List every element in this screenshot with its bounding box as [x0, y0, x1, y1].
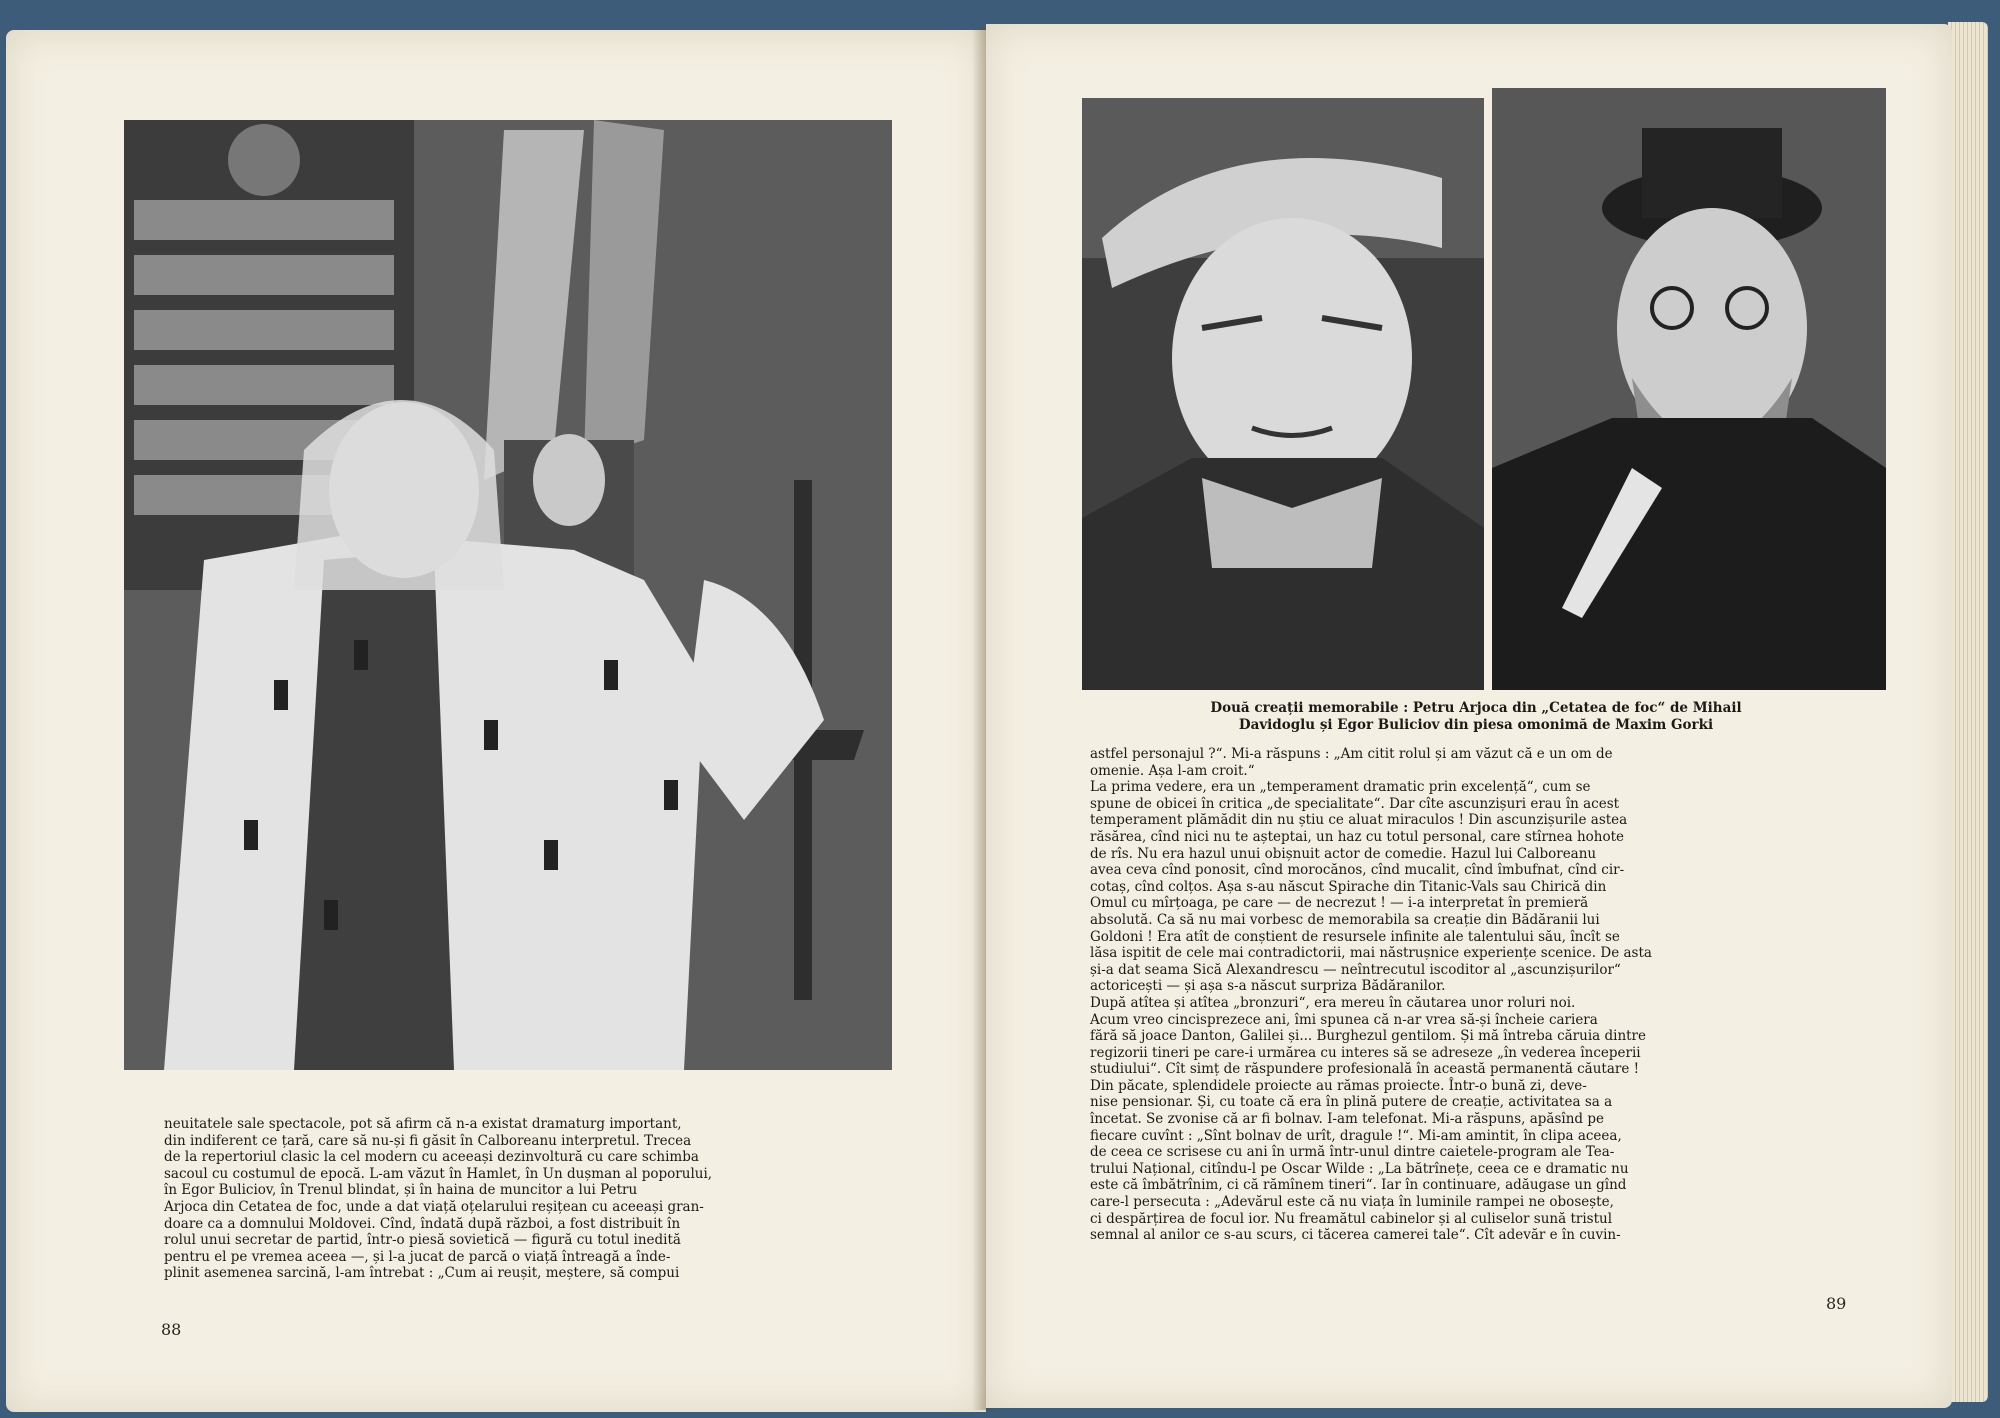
right-page-body-text: astfel personajul ?“. Mi-a răspuns : „Am citit rolul și am văzut că e un om de omenie. Așa l-am croit.“ La prima vedere, era un „temperament dramatic prin excelență“, cum se spune de obicei în critica „de specialitate“. Dar cîte ascunzișuri erau în acest temperament plămădit din nu știu ce aluat miraculos ! Din ascunzișurile astea răsărea, cînd nici nu te așteptai, un haz cu totul personal, care stîrnea hohote de rîs. Nu era hazul unui obișnuit actor de comedie. Hazul lui Calboreanu avea ceva cînd ponosit, cînd morocănos, cînd mucalit, cînd îmbufnat, cînd cir- cotaș, cînd colțos. Așa s-au născut Spirache din Titanic-Vals sau Chirică din Omul cu mîrțoaga, pe care — de necrezut ! — i-a interpretat în premieră absolută. Ca să nu mai vorbesc de memorabila sa creație din Bădăranii lui Goldoni ! Era atît de conștient de resursele infinite ale talentului său, încît se lăsa ispitit de cele mai contradictorii, mai năstrușnice experiențe scenice. De asta și-a dat seama Sică Alexandrescu — neîntrecutul iscoditor al „ascunzișurilor“ actoricești — și așa s-a născut surpriza Bădăranilor. După atîtea și atîtea „bronzuri“, era mereu în căutarea unor roluri noi. Acum vreo cincisprezece ani, îmi spunea că n-ar vrea să-și încheie cariera fără să joace Danton, Galilei și... Burghezul gentilom. Și mă întreba căruia dintre regizorii tineri pe care-i urmărea cu interes să se adreseze „în vederea începerii studiului“. Cît simț de răspundere profesională în această permanentă căutare ! Din păcate, splendidele proiecte au rămas proiecte. Într-o bună zi, deve- nise pensionar. Și, cu toate că era în plină putere de creație, activitatea sa a încetat. Se zvonise că ar fi bolnav. I-am telefonat. Mi-a răspuns, apăsînd pe fiecare cuvînt : „Sînt bolnav de urît, dragule !“. Mi-am amintit, în clipa aceea, de ceea ce scrisese cu ani în urmă într-unul dintre caietele-program ale Tea- trului Național, citîndu-l pe Oscar Wilde : „La bătrînețe, ceea ce e dramatic nu este că îmbătrînim, ci că rămînem tineri“. Iar în continuare, adăugase un gînd care-l persecuta : „Adevărul este că nu viața în luminile rampei ne obosește, ci despărțirea de focul ior. Nu freamătul cabinelor și al culiselor sună tristul semnal al anilor ce s-au scurs, ci tăcerea camerei tale“. Cît adevăr e în cuvin-: [1090, 746, 1652, 1244]
left-page-number: 88: [161, 1320, 182, 1339]
photo-egor-buliciov: [1492, 88, 1886, 690]
photo-caption: Două creații memorabile : Petru Arjoca din „Cetatea de foc“ de Mihail Davidoglu și Egor Buliciov din piesa omonimă de Maxim Gorki: [1210, 700, 1742, 733]
book-page-edges: [1948, 22, 1988, 1402]
photo-petru-arjoca: [1082, 98, 1484, 690]
photo-prince-on-throne: [124, 120, 892, 1070]
right-page-number: 89: [1826, 1294, 1847, 1313]
left-page: [6, 30, 986, 1412]
left-page-body-text: neuitatele sale spectacole, pot să afirm că n-a existat dramaturg important, din indiferent ce țară, care să nu-și fi găsit în Calboreanu interpretul. Trecea de la repertoriul clasic la cel modern cu aceeași dezinvoltură cu care schimba sacoul cu costumul de epocă. L-am văzut în Hamlet, în Un dușman al poporului, în Egor Buliciov, în Trenul blindat, și în haina de muncitor a lui Petru Arjoca din Cetatea de foc, unde a dat viață oțelarului reșițean cu aceeași gran- doare ca a domnului Moldovei. Cînd, îndată după război, a fost distribuit în rolul unui secretar de partid, într-o piesă sovietică — figură cu totul inedită pentru el pe vremea aceea —, și l-a jucat de parcă o viață întreagă a înde- plinit asemenea sarcină, l-am întrebat : „Cum ai reușit, meștere, să compui: [164, 1116, 713, 1282]
right-page: [986, 24, 1952, 1408]
